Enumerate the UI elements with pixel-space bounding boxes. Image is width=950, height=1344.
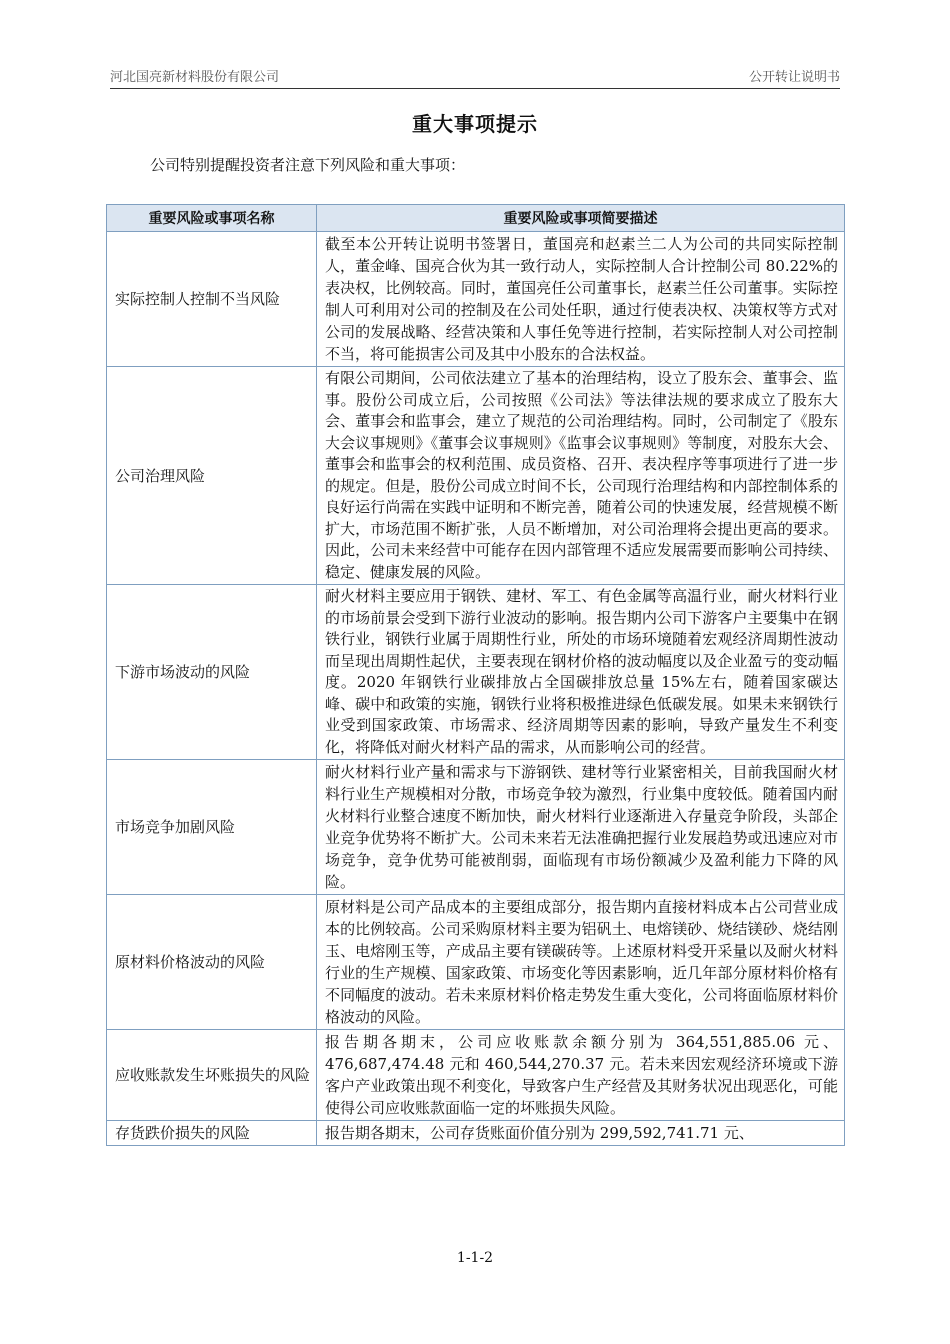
risk-description: 耐火材料主要应用于钢铁、建材、军工、有色金属等高温行业，耐火材料行业的市场前景会受到下游行业波动的影响。报告期内公司下游客户主要集中在钢铁行业，钢铁行业属于周期性行业，所处的市场环境随着宏观经济周期性波动而呈现出周期性起伏，主要表现在钢材价格的波动幅度以及企业盈亏的变动幅度。2020 年钢铁行业碳排放占全国碳排放总量 15%左右，随着国家碳达峰、碳中和政策的实施，钢铁行业将积极推进绿色低碳发展。如果未来钢铁行业受到国家政策、市场需求、经济周期等因素的影响，导致产量发生不利变化，将降低对耐火材料产品的需求，从而影响公司的经营。: [317, 585, 845, 760]
page-number: 1-1-2: [456, 1250, 494, 1266]
intro-paragraph: 公司特别提醒投资者注意下列风险和重大事项：: [150, 156, 466, 174]
header-document-type: 公开转让说明书: [748, 70, 840, 85]
table-row: [107, 585, 845, 760]
table-row: [107, 367, 845, 585]
table-row: [107, 895, 845, 1030]
table-row: [107, 1121, 845, 1146]
page-title: 重大事项提示: [412, 112, 538, 136]
risk-description: 报告期各期末，公司存货账面价值分别为 299,592,741.71 元、: [317, 1121, 845, 1146]
risk-description: 报告期各期末，公司应收账款余额分别为 364,551,885.06 元、476,687,474.48 元和 460,544,270.37 元。若未来因宏观经济环境或下游客户产业政策出现不利变化，导致客户生产经营及其财务状况出现恶化，可能使得公司应收账款面临一定的坏账损失风险。: [317, 1030, 845, 1121]
risk-name: 应收账款发生坏账损失的风险: [107, 1030, 317, 1121]
risk-name: 市场竞争加剧风险: [107, 760, 317, 895]
table-row: [107, 1030, 845, 1121]
risk-name: 实际控制人控制不当风险: [107, 232, 317, 367]
page-header: [110, 62, 840, 89]
risk-table: [106, 204, 845, 1146]
risk-name: 公司治理风险: [107, 367, 317, 585]
table-row: [107, 232, 845, 367]
table-row: [107, 760, 845, 895]
column-header-risk-name: 重要风险或事项名称: [107, 205, 317, 232]
risk-name: 下游市场波动的风险: [107, 585, 317, 760]
risk-name: 原材料价格波动的风险: [107, 895, 317, 1030]
risk-description: 原材料是公司产品成本的主要组成部分，报告期内直接材料成本占公司营业成本的比例较高。公司采购原材料主要为铝矾土、电熔镁砂、烧结镁砂、烧结刚玉、电熔刚玉等，产成品主要有镁碳砖等。上述原材料受开采量以及耐火材料行业的生产规模、国家政策、市场变化等因素影响，近几年部分原材料价格有不同幅度的波动。若未来原材料价格走势发生重大变化，公司将面临原材料价格波动的风险。: [317, 895, 845, 1030]
risk-description: 有限公司期间，公司依法建立了基本的治理结构，设立了股东会、董事会、监事。股份公司成立后，公司按照《公司法》等法律法规的要求成立了股东大会、董事会和监事会，建立了规范的公司治理结构。同时，公司制定了《股东大会议事规则》《董事会议事规则》《监事会议事规则》等制度，对股东大会、董事会和监事会的权利范围、成员资格、召开、表决程序等事项进行了进一步的规定。但是，股份公司成立时间不长，公司现行治理结构和内部控制体系的良好运行尚需在实践中证明和不断完善，随着公司的快速发展，经营规模不断扩大，市场范围不断扩张，人员不断增加，对公司治理将会提出更高的要求。因此，公司未来经营中可能存在因内部管理不适应发展需要而影响公司持续、稳定、健康发展的风险。: [317, 367, 845, 585]
column-header-risk-description: 重要风险或事项简要描述: [317, 205, 845, 232]
risk-name: 存货跌价损失的风险: [107, 1121, 317, 1146]
header-company-name: 河北国亮新材料股份有限公司: [110, 70, 280, 85]
table-header-row: [107, 205, 845, 232]
risk-description: 截至本公开转让说明书签署日，董国亮和赵素兰二人为公司的共同实际控制人，董金峰、国亮合伙为其一致行动人，实际控制人合计控制公司 80.22%的表决权，比例较高。同时，董国亮任公司董事长，赵素兰任公司董事。实际控制人可利用对公司的控制及在公司处任职，通过行使表决权、决策权等方式对公司的发展战略、经营决策和人事任免等进行控制，若实际控制人对公司控制不当，将可能损害公司及其中小股东的合法权益。: [317, 232, 845, 367]
risk-description: 耐火材料行业产量和需求与下游钢铁、建材等行业紧密相关，目前我国耐火材料行业生产规模相对分散，市场竞争较为激烈，行业集中度较低。随着国内耐火材料行业整合速度不断加快，耐火材料行业逐渐进入存量竞争阶段，头部企业竞争优势将不断扩大。公司未来若无法准确把握行业发展趋势或迅速应对市场竞争，竞争优势可能被削弱，面临现有市场份额减少及盈利能力下降的风险。: [317, 760, 845, 895]
